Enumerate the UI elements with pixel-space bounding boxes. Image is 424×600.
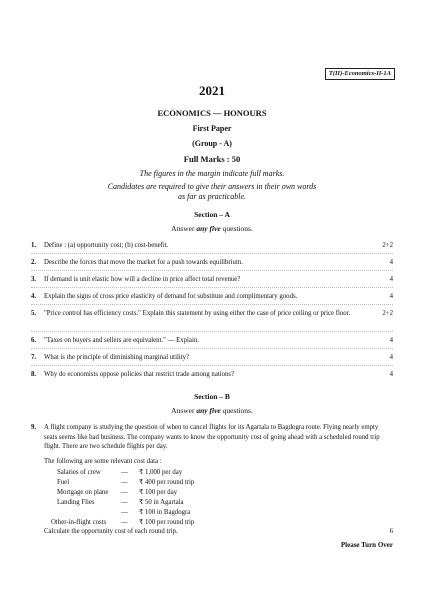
cost-label: Salaries of crew xyxy=(57,469,101,476)
question-9-marks: 6 xyxy=(389,528,393,535)
divider xyxy=(31,304,393,305)
cost-label: Fuel xyxy=(57,479,70,486)
question-6 xyxy=(31,336,393,346)
question-text: "Taxes on buyers and sellers are equivalent." — Explain. xyxy=(44,337,199,344)
section-a-title: Section – A xyxy=(194,210,230,219)
question-text: A flight company is studying the question of when to cancel flights for its Agartala to Bagdogra route. Flying nearly empty seats seems like bad business. The company wants to know the opportunity cost of going ahead with a scheduled round trip flight. There are two schedule flights per day. xyxy=(44,424,380,450)
cost-value: ₹ 50 in Agartala xyxy=(139,499,184,506)
own-words-note xyxy=(0,182,424,202)
cost-label: Mortgage on plane xyxy=(57,489,109,496)
cost-dash: — xyxy=(121,479,128,486)
question-text: If demand is unit elastic how will a decline in price affect total revenue? xyxy=(44,276,241,283)
cost-dash: — xyxy=(121,519,128,526)
cost-dash: — xyxy=(121,469,128,476)
divider xyxy=(31,287,393,288)
instruction-emphasis: any five xyxy=(196,406,221,415)
question-2 xyxy=(31,258,393,268)
question-number: 8. xyxy=(31,371,37,378)
question-5 xyxy=(31,309,393,319)
question-text: Define : (a) opportunity cost; (b) cost-benefit. xyxy=(44,242,169,249)
question-number: 3. xyxy=(31,276,37,283)
cost-value: ₹ 100 in Bagdogra xyxy=(139,509,191,516)
cost-row xyxy=(57,478,194,488)
question-number: 4. xyxy=(31,293,37,300)
cost-data-intro: The following are some relevant cost data : xyxy=(44,458,162,465)
cost-label xyxy=(57,508,121,518)
question-number: 6. xyxy=(31,337,37,344)
cost-row xyxy=(57,488,194,498)
question-text: Explain the signs of cross price elasticity of demand for substitute and complimentary goods. xyxy=(44,293,298,300)
cost-value: ₹ 1,000 per day xyxy=(139,469,183,476)
question-marks: 4 xyxy=(389,259,393,266)
question-8 xyxy=(31,370,393,380)
question-7 xyxy=(31,353,393,363)
divider xyxy=(31,348,393,349)
question-marks: 4 xyxy=(389,371,393,378)
cost-dash: — xyxy=(121,509,128,516)
cost-dash: — xyxy=(121,499,128,506)
question-text: Why do economists oppose policies that restrict trade among nations? xyxy=(44,371,235,378)
own-words-line-2: as far as practicable. xyxy=(178,192,246,201)
divider xyxy=(31,270,393,271)
question-number: 9. xyxy=(31,424,37,431)
instruction-pre: Answer xyxy=(171,406,195,415)
cost-row xyxy=(57,498,194,508)
cost-value: ₹ 100 per day xyxy=(139,489,178,496)
divider xyxy=(31,365,393,366)
cost-dash: — xyxy=(121,489,128,496)
exam-year: 2021 xyxy=(199,83,225,98)
divider xyxy=(31,253,393,254)
question-number: 1. xyxy=(31,242,37,249)
question-number: 5. xyxy=(31,310,37,317)
question-text: "Price control has efficiency costs." Explain this statement by using either the case of price ceiling or price floor. xyxy=(44,310,351,317)
subject-title: ECONOMICS — HONOURS xyxy=(157,108,267,118)
instruction-emphasis: any five xyxy=(196,224,221,233)
paper-title: First Paper xyxy=(192,124,232,133)
question-number: 7. xyxy=(31,354,37,361)
cost-row xyxy=(57,468,194,478)
cost-value: ₹ 400 per round trip xyxy=(139,479,195,486)
full-marks: Full Marks : 50 xyxy=(183,154,241,164)
question-marks: 4 xyxy=(389,276,393,283)
cost-label: Other-in-flight costs xyxy=(51,519,107,526)
section-b-title: Section – B xyxy=(194,392,230,401)
question-marks: 4 xyxy=(389,354,393,361)
question-marks: 2+2 xyxy=(382,242,393,249)
question-marks: 2+2 xyxy=(382,310,393,317)
question-number: 2. xyxy=(31,259,37,266)
margin-note: The figures in the margin indicate full marks. xyxy=(139,169,285,178)
please-turn-over: Please Turn Over xyxy=(340,541,393,549)
question-marks: 4 xyxy=(389,293,393,300)
cost-label: Landing Flies xyxy=(57,499,95,506)
instruction-post: questions. xyxy=(222,406,253,415)
cost-value: ₹ 100 per round trip xyxy=(139,519,195,526)
instruction-post: questions. xyxy=(222,224,253,233)
question-text: What is the principle of diminishing marginal utility? xyxy=(44,354,190,361)
question-marks: 4 xyxy=(389,337,393,344)
calc-instruction: Calculate the opportunity cost of each round trip. xyxy=(44,528,178,535)
cost-row xyxy=(57,508,194,518)
own-words-line-1: Candidates are required to give their answers in their own words xyxy=(107,182,317,191)
section-b-instruction xyxy=(0,406,424,415)
paper-code: T(II)-Economics-II-1A xyxy=(325,68,395,80)
cost-row xyxy=(51,518,195,528)
question-text: Describe the forces that move the market for a push towards equilibrium. xyxy=(44,259,243,266)
question-9 xyxy=(31,423,393,452)
cost-table xyxy=(51,468,195,528)
question-3 xyxy=(31,275,393,285)
question-1 xyxy=(31,241,393,251)
instruction-pre: Answer xyxy=(171,224,195,233)
section-a-instruction xyxy=(0,224,424,233)
divider xyxy=(31,331,393,332)
group-title: (Group - A) xyxy=(192,139,232,148)
question-4 xyxy=(31,292,393,302)
